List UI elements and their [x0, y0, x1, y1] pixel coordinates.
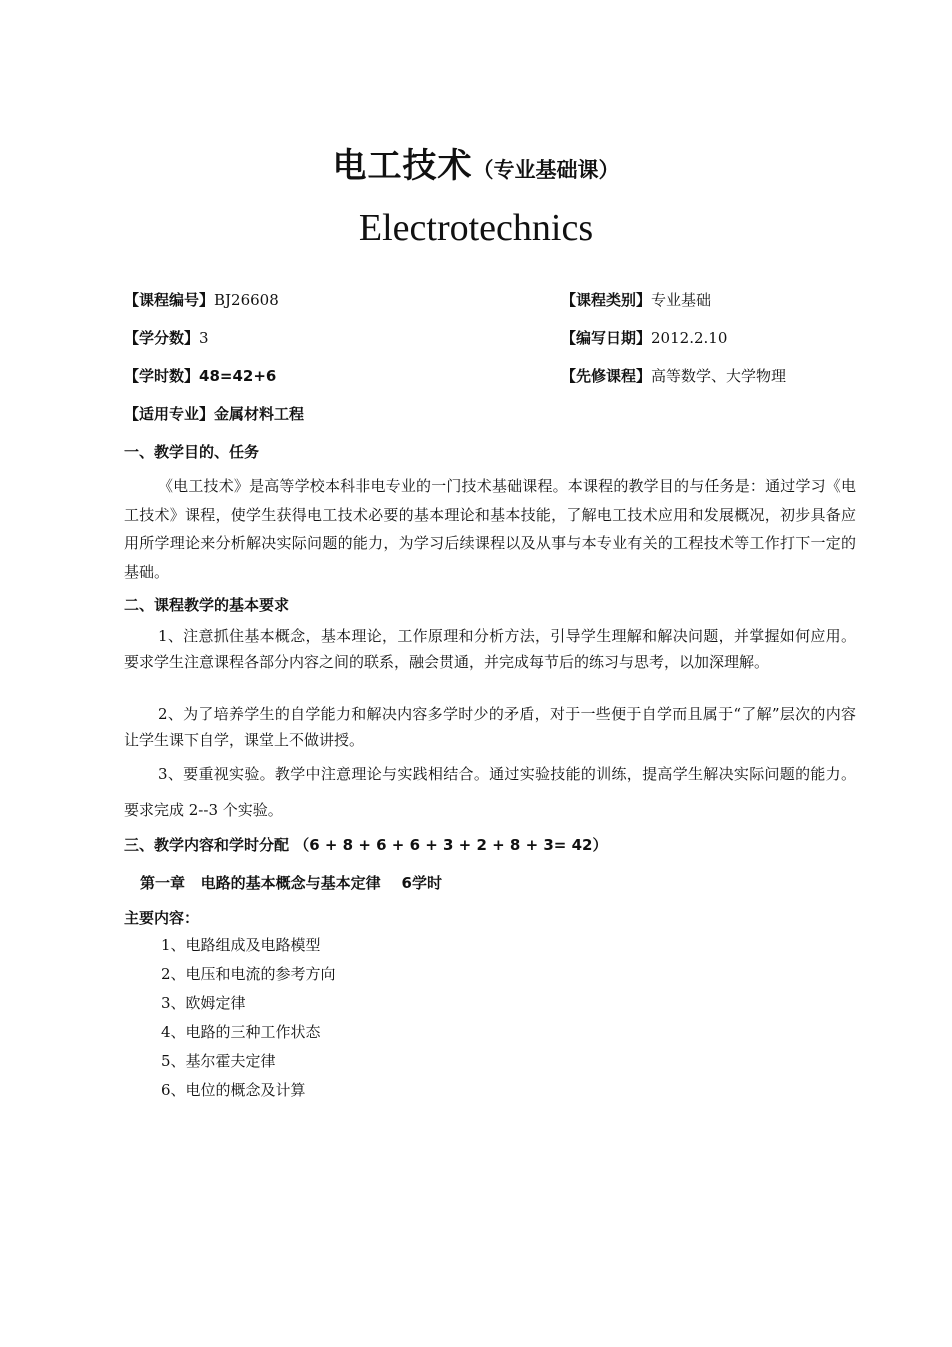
applicable-major-value: 金属材料工程 — [214, 405, 305, 423]
course-type-label: 【课程类别】 — [561, 291, 652, 309]
list-item: 2、电压和电流的参考方向 — [161, 965, 336, 983]
class-hours-value: 48=42+6 — [199, 367, 277, 385]
meta-row — [124, 289, 844, 313]
main-content-label: 主要内容： — [124, 909, 200, 927]
credits-label: 【学分数】 — [124, 329, 200, 347]
main-content-list — [161, 931, 336, 1105]
section-heading: 三、教学内容和学时分配 （6 + 8 + 6 + 6 + 3 + 2 + 8 + 3= 42） — [124, 836, 608, 854]
credits-value: 3 — [199, 329, 209, 347]
list-item: 5、基尔霍夫定律 — [161, 1052, 276, 1070]
requirement-item: 2、为了培养学生的自学能力和解决内容多学时少的矛盾，对于一些便于自学而且属于“了解”层次的内容让学生课下自学，课堂上不做讲授。 — [124, 705, 856, 749]
requirement-item: 3、要重视实验。教学中注意理论与实践相结合。通过实验技能的训练，提高学生解决实际问题的能力。要求完成 2--3 个实验。 — [124, 765, 856, 819]
section-heading: 二、课程教学的基本要求 — [124, 596, 290, 614]
title-course-type: （专业基础课） — [472, 158, 620, 182]
course-code-label: 【课程编号】 — [124, 291, 215, 309]
course-type — [561, 289, 711, 310]
title-main: 电工技术 — [332, 146, 473, 186]
meta-row — [124, 327, 844, 351]
class-hours-label: 【学时数】 — [124, 367, 200, 385]
requirement-item: 1、注意抓住基本概念，基本理论，工作原理和分析方法，引导学生理解和解决问题，并掌握如何应用。要求学生注意课程各部分内容之间的联系，融会贯通，并完成每节后的练习与思考，以加深理解。 — [124, 627, 856, 671]
document-title — [0, 138, 952, 187]
compile-date-value: 2012.2.10 — [651, 329, 728, 347]
class-hours — [124, 365, 276, 386]
course-code — [124, 289, 279, 310]
list-item: 6、电位的概念及计算 — [161, 1081, 306, 1099]
applicable-major — [124, 403, 304, 424]
list-item: 1、电路组成及电路模型 — [161, 936, 321, 954]
section-heading: 一、教学目的、任务 — [124, 443, 260, 461]
section-paragraph: 《电工技术》是高等学校本科非电专业的一门技术基础课程。本课程的教学目的与任务是：通过学习《电工技术》课程，使学生获得电工技术必要的基本理论和基本技能，了解电工技术应用和发展概况，初步具备应用所学理论来分析解决实际问题的能力，为学习后续课程以及从事与本专业有关的工程技术等工作打下一定的基础。 — [124, 477, 856, 581]
list-item: 4、电路的三种工作状态 — [161, 1023, 321, 1041]
meta-row — [124, 403, 844, 427]
credits — [124, 327, 209, 348]
list-item: 3、欧姆定律 — [161, 994, 246, 1012]
course-type-value: 专业基础 — [651, 291, 712, 309]
prerequisites-value: 高等数学、大学物理 — [651, 367, 787, 385]
compile-date — [561, 327, 727, 348]
meta-row — [124, 365, 844, 389]
course-code-value: BJ26608 — [214, 291, 279, 309]
compile-date-label: 【编写日期】 — [561, 329, 652, 347]
chapter-title: 第一章 电路的基本概念与基本定律 6学时 — [140, 874, 442, 892]
prerequisites — [561, 365, 786, 386]
prerequisites-label: 【先修课程】 — [561, 367, 652, 385]
english-title: Electrotechnics — [358, 207, 594, 249]
applicable-major-label: 【适用专业】 — [124, 405, 215, 423]
